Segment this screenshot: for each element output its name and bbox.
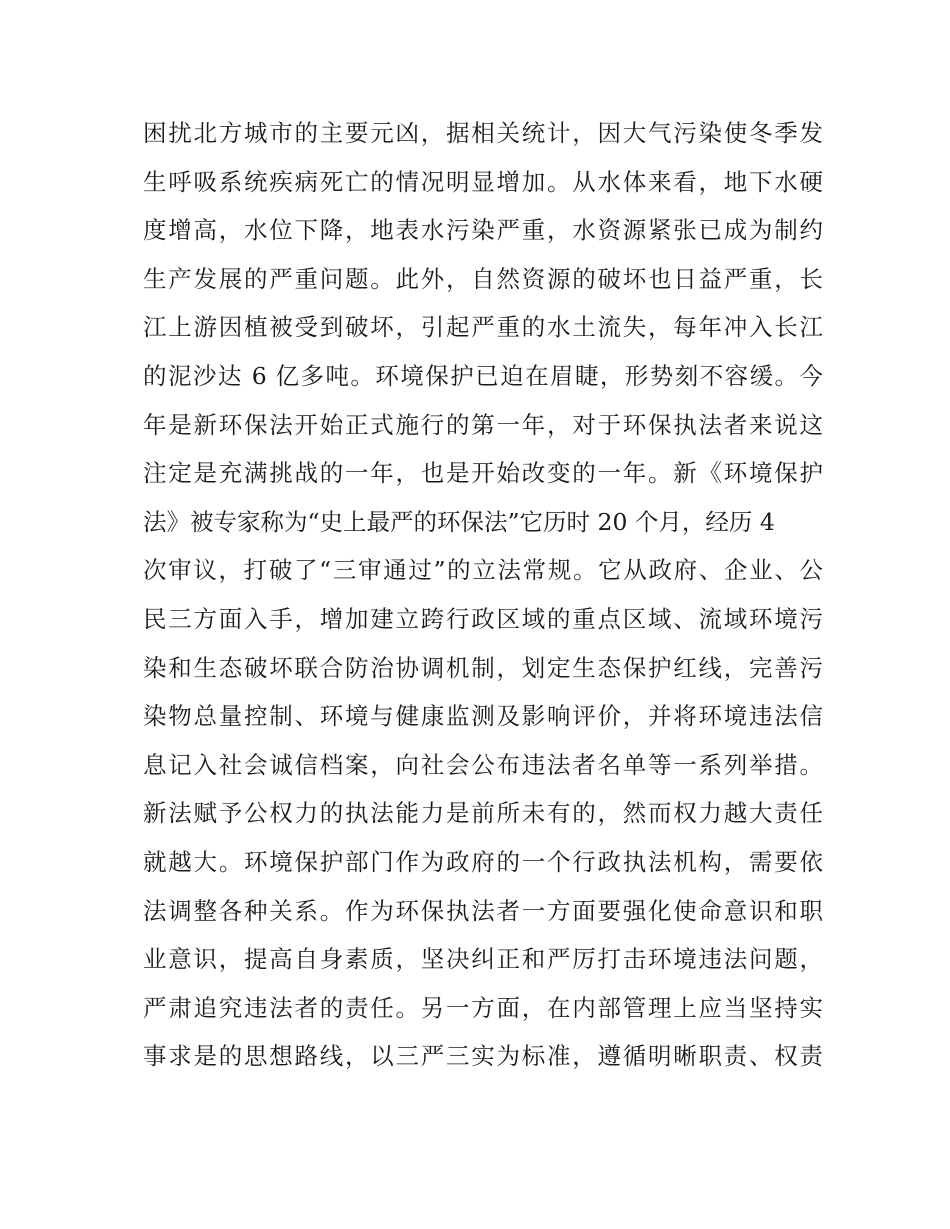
text-line: 严肃追究违法者的责任。另一方面，在内部管理上应当坚持实 xyxy=(143,993,823,1022)
text-line: 息记入社会诚信档案，向社会公布违法者名单等一系列举措。 xyxy=(143,750,823,779)
text-line: 新法赋予公权力的执法能力是前所未有的，然而权力越大责任 xyxy=(143,799,823,828)
text-line: 法》被专家称为“史上最严的环保法”它历时 20 个月，经历 4 xyxy=(143,507,775,536)
text-line: 注定是充满挑战的一年，也是开始改变的一年。新《环境保护 xyxy=(143,459,823,488)
text-line: 民三方面入手，增加建立跨行政区域的重点区域、流域环境污 xyxy=(143,604,823,633)
text-line: 就越大。环境保护部门作为政府的一个行政执法机构，需要依 xyxy=(143,847,823,876)
text-line: 染物总量控制、环境与健康监测及影响评价，并将环境违法信 xyxy=(143,702,823,731)
text-line: 江上游因植被受到破坏，引起严重的水土流失，每年冲入长江 xyxy=(143,313,823,342)
text-line: 法调整各种关系。作为环保执法者一方面要强化使命意识和职 xyxy=(143,896,823,925)
text-line: 染和生态破坏联合防治协调机制，划定生态保护红线，完善污 xyxy=(143,653,823,682)
body-text xyxy=(143,109,823,1081)
text-line: 次审议，打破了“三审通过”的立法常规。它从政府、企业、公 xyxy=(143,556,823,585)
text-line: 年是新环保法开始正式施行的第一年，对于环保执法者来说这 xyxy=(143,410,823,439)
text-line: 事求是的思想路线，以三严三实为标准，遵循明晰职责、权责 xyxy=(143,1042,823,1071)
text-line: 业意识，提高自身素质，坚决纠正和严厉打击环境违法问题， xyxy=(143,945,823,974)
text-line: 度增高，水位下降，地表水污染严重，水资源紧张已成为制约 xyxy=(143,216,823,245)
text-line: 的泥沙达 6 亿多吨。环境保护已迫在眉睫，形势刻不容缓。今 xyxy=(143,361,823,390)
text-line: 生产发展的严重问题。此外，自然资源的破坏也日益严重，长 xyxy=(143,264,823,293)
text-line: 生呼吸系统疾病死亡的情况明显增加。从水体来看，地下水硬 xyxy=(143,167,823,196)
text-line: 困扰北方城市的主要元凶，据相关统计，因大气污染使冬季发 xyxy=(143,119,823,147)
